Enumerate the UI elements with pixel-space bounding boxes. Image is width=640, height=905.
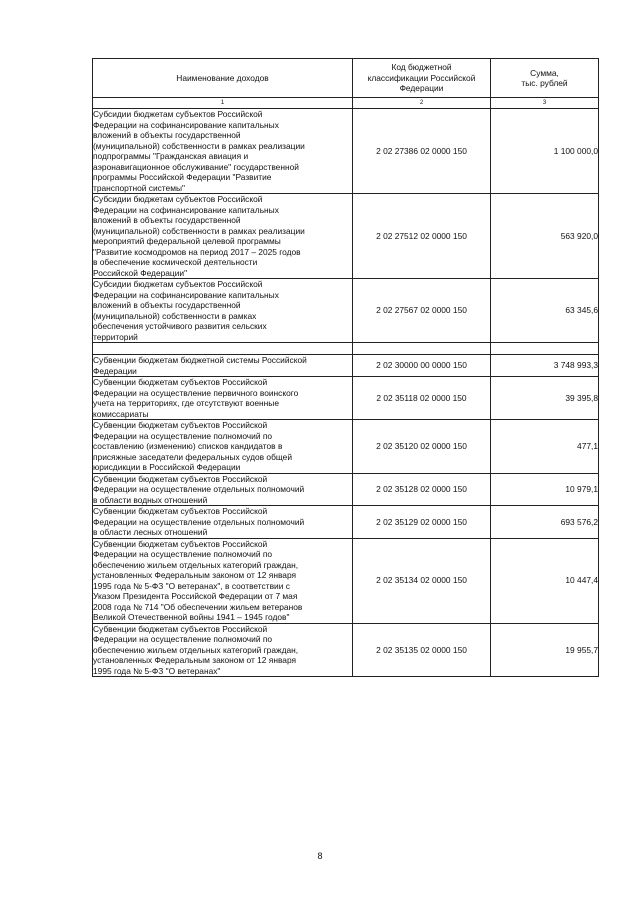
income-name: Субвенции бюджетам субъектов Российской Федерации на осуществление полномочий по составлению (изменению) списков кандидатов в присяжные заседатели федеральных судов общей юрисдикции в Российской Федерации bbox=[93, 420, 353, 474]
table-row bbox=[93, 506, 599, 539]
table-row bbox=[93, 473, 599, 506]
table-row bbox=[93, 420, 599, 474]
classification-code: 2 02 35134 02 0000 150 bbox=[353, 538, 491, 623]
amount: 10 447,4 bbox=[491, 538, 599, 623]
amount: 39 395,8 bbox=[491, 377, 599, 420]
spacer-cell bbox=[353, 343, 491, 355]
amount: 63 345,6 bbox=[491, 279, 599, 343]
income-name: Субсидии бюджетам субъектов Российской Федерации на софинансирование капитальных вложений в объекты государственной (муниципальной) собственности в рамках реализации подпрограммы "Гражданская авиация и аэронавигационное обслуживание" государственной программы Российской Федерации "Развитие транспортной системы" bbox=[93, 109, 353, 194]
amount: 563 920,0 bbox=[491, 194, 599, 279]
budget-income-table bbox=[92, 58, 599, 677]
income-name: Субвенции бюджетам субъектов Российской Федерации на осуществление отдельных полномочий в области лесных отношений bbox=[93, 506, 353, 539]
amount: 19 955,7 bbox=[491, 623, 599, 677]
classification-code: 2 02 27567 02 0000 150 bbox=[353, 279, 491, 343]
income-name: Субвенции бюджетам субъектов Российской Федерации на осуществление полномочий по обеспечению жильем отдельных категорий граждан, установленных Федеральным законом от 12 января 1995 года № 5-ФЗ "О ветеранах" bbox=[93, 623, 353, 677]
table-row bbox=[93, 279, 599, 343]
table-header-row bbox=[93, 59, 599, 98]
header-income-name: Наименование доходов bbox=[93, 59, 353, 98]
classification-code: 2 02 35118 02 0000 150 bbox=[353, 377, 491, 420]
spacer-cell bbox=[491, 343, 599, 355]
amount: 3 748 993,3 bbox=[491, 355, 599, 377]
amount: 10 979,1 bbox=[491, 473, 599, 506]
column-number-2: 2 bbox=[353, 98, 491, 109]
classification-code: 2 02 35128 02 0000 150 bbox=[353, 473, 491, 506]
spacer-row bbox=[93, 343, 599, 355]
income-name: Субсидии бюджетам субъектов Российской Федерации на софинансирование капитальных вложений в объекты государственной (муниципальной) собственности в рамках обеспечения устойчивого развития сельских территорий bbox=[93, 279, 353, 343]
page-number: 8 bbox=[317, 851, 323, 861]
classification-code: 2 02 27512 02 0000 150 bbox=[353, 194, 491, 279]
income-name: Субвенции бюджетам субъектов Российской Федерации на осуществление полномочий по обеспечению жильем отдельных категорий граждан, установленных Федеральным законом от 12 января 1995 года № 5-ФЗ "О ветеранах", в соответствии с Указом Президента Российской Федерации от 7 мая 2008 года № 714 "Об обеспечении жильем ветеранов Великой Отечественной войны 1941 – 1945 годов" bbox=[93, 538, 353, 623]
amount: 693 576,2 bbox=[491, 506, 599, 539]
income-name: Субсидии бюджетам субъектов Российской Федерации на софинансирование капитальных вложений в объекты государственной (муниципальной) собственности в рамках реализации мероприятий федеральной целевой программы "Развитие космодромов на период 2017 – 2025 годов в обеспечение космической деятельности Российской Федерации" bbox=[93, 194, 353, 279]
table-row bbox=[93, 194, 599, 279]
table-row bbox=[93, 109, 599, 194]
classification-code: 2 02 27386 02 0000 150 bbox=[353, 109, 491, 194]
income-name: Субвенции бюджетам субъектов Российской Федерации на осуществление отдельных полномочий в области водных отношений bbox=[93, 473, 353, 506]
income-name: Субвенции бюджетам субъектов Российской Федерации на осуществление первичного воинского учета на территориях, где отсутствуют военные комиссариаты bbox=[93, 377, 353, 420]
column-number-row bbox=[93, 98, 599, 109]
table-row bbox=[93, 538, 599, 623]
classification-code: 2 02 35129 02 0000 150 bbox=[353, 506, 491, 539]
table-row bbox=[93, 377, 599, 420]
table-row-section bbox=[93, 355, 599, 377]
header-classification-code: Код бюджетной классификации Российской Федерации bbox=[353, 59, 491, 98]
amount: 1 100 000,0 bbox=[491, 109, 599, 194]
table-row bbox=[93, 623, 599, 677]
column-number-1: 1 bbox=[93, 98, 353, 109]
classification-code: 2 02 30000 00 0000 150 bbox=[353, 355, 491, 377]
header-amount: Сумма, тыс. рублей bbox=[491, 59, 599, 98]
amount: 477,1 bbox=[491, 420, 599, 474]
classification-code: 2 02 35135 02 0000 150 bbox=[353, 623, 491, 677]
spacer-cell bbox=[93, 343, 353, 355]
column-number-3: 3 bbox=[491, 98, 599, 109]
income-name: Субвенции бюджетам бюджетной системы Российской Федерации bbox=[93, 355, 353, 377]
classification-code: 2 02 35120 02 0000 150 bbox=[353, 420, 491, 474]
